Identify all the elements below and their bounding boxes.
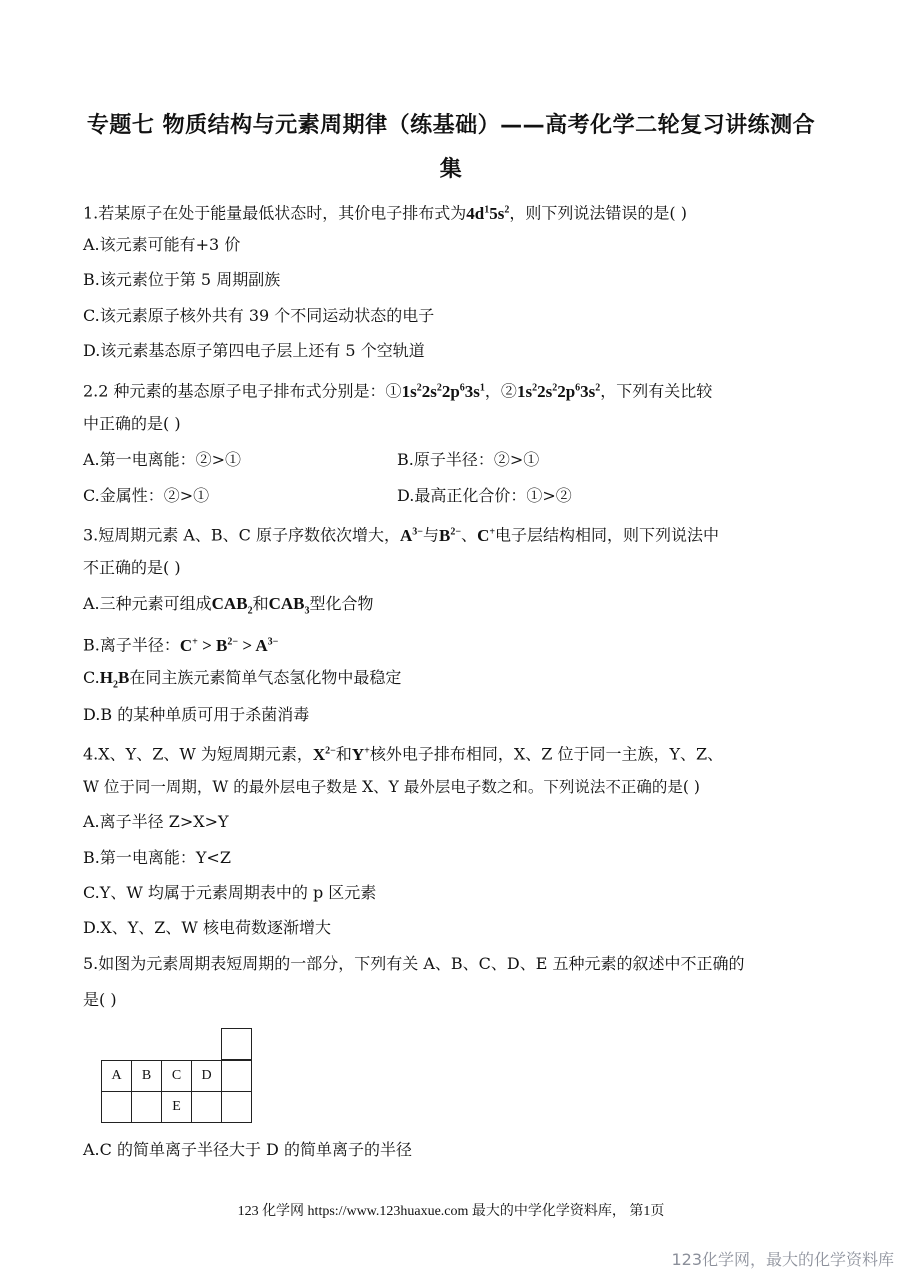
table-cell-a: A — [101, 1060, 132, 1092]
q3-stem-cont: 不正确的是( ) — [83, 558, 181, 577]
q2-config-2: $1s^22s^22p^63s^2$ — [516, 381, 601, 401]
q3-option-c: $C.H_2B$在同主族元素简单气态氢化物中最稳定 — [83, 668, 402, 691]
q1-option-a: A.该元素可能有+3 价 — [83, 235, 241, 254]
q4-option-a: A.离子半径 Z>X>Y — [83, 812, 229, 831]
periodic-table-fragment — [101, 1028, 261, 1124]
q3-ion-c: C+ — [477, 525, 496, 545]
page-footer: 123 化学网 https://www.123huaxue.com 最大的中学化学资料库， 第1页 — [237, 1204, 665, 1219]
title-line-2: 集 — [439, 157, 463, 182]
q1-stem: 1.若某原子在处于能量最低状态时，其价电子排布式为$4d^15s^2$，则下列说法错误的是( ) — [83, 203, 687, 223]
table-cell-empty — [131, 1091, 162, 1123]
q2-option-d: D.最高正化合价：①>② — [397, 486, 572, 505]
q2-config-1: $1s^22s^22p^63s^1$ — [401, 381, 485, 401]
q3-option-a: A.三种元素可组成$CAB_2$和$CAB_3$型化合物 — [83, 594, 374, 617]
page-title — [60, 104, 842, 192]
q5-option-a: A.C 的简单离子半径大于 D 的简单离子的半径 — [83, 1140, 412, 1159]
table-cell-empty — [221, 1091, 252, 1123]
q3-ion-b: $B^{2-}$ — [439, 525, 462, 545]
title-line-1: 专题七 物质结构与元素周期律（练基础）——高考化学二轮复习讲练测合 — [86, 113, 816, 138]
q4-stem: 4.X、Y、Z、W 为短周期元素，$X^{2-}$和Y+核外电子排布相同，X、Z 位于同一主族，Y、Z、 — [83, 744, 724, 764]
q5-stem-cont: 是( ) — [83, 990, 117, 1009]
q1-formula: $4d^15s^2$ — [466, 203, 510, 223]
table-cell-empty — [191, 1091, 222, 1123]
q2-stem-cont: 中正确的是( ) — [83, 414, 181, 433]
table-cell-b: B — [131, 1060, 162, 1092]
table-cell-c: C — [161, 1060, 192, 1092]
table-cell-empty — [221, 1028, 252, 1060]
q4-stem-cont: W 位于同一周期，W 的最外层电子数是 X、Y 最外层电子数之和。下列说法不正确的是( ) — [83, 778, 700, 796]
table-cell-empty — [221, 1060, 252, 1092]
q4-option-b: B.第一电离能：Y<Z — [83, 848, 231, 867]
q5-stem: 5.如图为元素周期表短周期的一部分，下列有关 A、B、C、D、E 五种元素的叙述中不正确的 — [83, 954, 745, 973]
table-cell-empty — [101, 1091, 132, 1123]
q2-option-a: A.第一电离能：②>① — [83, 450, 242, 469]
q1-option-d: D.该元素基态原子第四电子层上还有 5 个空轨道 — [83, 341, 425, 360]
q1-option-b: B.该元素位于第 5 周期副族 — [83, 270, 281, 289]
q4-option-c: C.Y、W 均属于元素周期表中的 p 区元素 — [83, 883, 377, 902]
table-cell-e: E — [161, 1091, 192, 1123]
q3-option-b: B.离子半径：$C^+ > B^{2-} > A^{3-}$ — [83, 635, 279, 655]
q2-stem: 2.2 种元素的基态原子电子排布式分别是：$①1s^22s^22p^63s^1$，$②1s^22s^22p^63s^2$，下列有关比较 — [83, 381, 713, 401]
q2-option-c: C.金属性：②>① — [83, 486, 210, 505]
watermark: 123化学网，最大的化学资料库 — [671, 1250, 894, 1269]
q4-option-d: D.X、Y、Z、W 核电荷数逐渐增大 — [83, 918, 331, 937]
q1-option-c: C.该元素原子核外共有 39 个不同运动状态的电子 — [83, 306, 435, 325]
q3-stem: 3.短周期元素 A、B、C 原子序数依次增大，$A^{3-}$与$B^{2-}$、C+电子层结构相同，则下列说法中 — [83, 525, 720, 545]
q3-option-d: D.B 的某种单质可用于杀菌消毒 — [83, 705, 310, 724]
q2-option-b: B.原子半径：②>① — [397, 450, 540, 469]
q3-ion-a: $A^{3-}$ — [400, 525, 423, 545]
table-cell-d: D — [191, 1060, 222, 1092]
